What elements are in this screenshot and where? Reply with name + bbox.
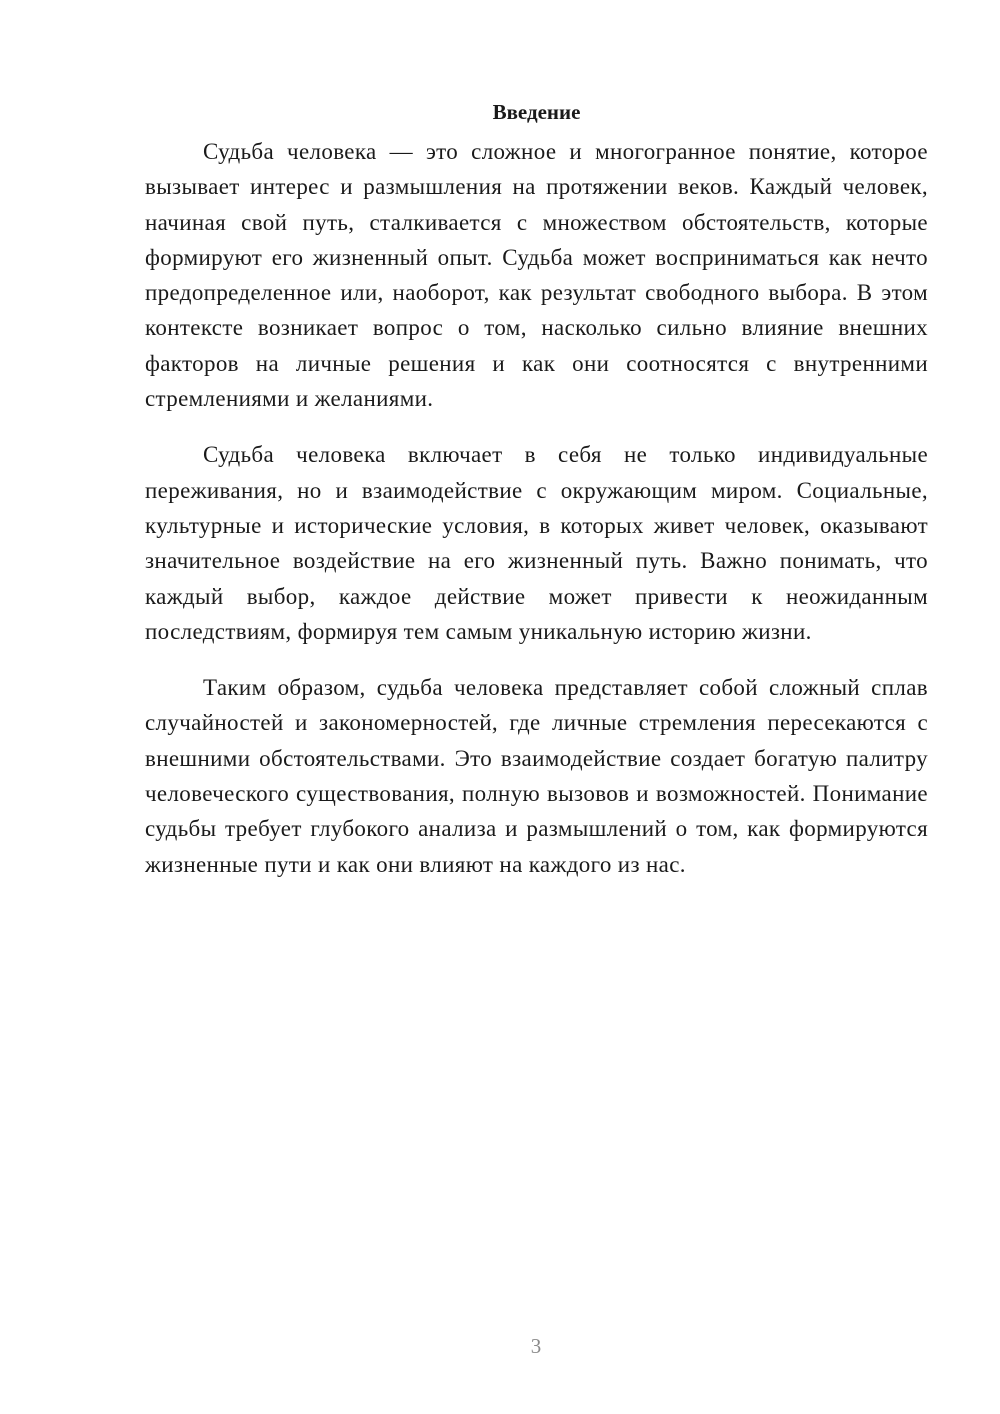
paragraph-3: Таким образом, судьба человека представляет собой сложный сплав случайностей и закономерностей, где личные стремления пересекаются с внешними обстоятельствами. Это взаимодействие создает богатую палитру человеческого существования, полную вызовов и возможностей. Понимание судьбы требует глубокого анализа и размышлений о том, как формируются жизненные пути и как они влияют на каждого из нас. xyxy=(145,675,928,877)
paragraph-2: Судьба человека включает в себя не только индивидуальные переживания, но и взаимодействие с окружающим миром. Социальные, культурные и исторические условия, в которых живет человек, оказывают значительное воздействие на его жизненный путь. Важно понимать, что каждый выбор, каждое действие может привести к неожиданным последствиям, формируя тем самым уникальную историю жизни. xyxy=(145,442,928,644)
paragraph-1: Судьба человека — это сложное и многогранное понятие, которое вызывает интерес и размышления на протяжении веков. Каждый человек, начиная свой путь, сталкивается с множеством обстоятельств, которые формируют его жизненный опыт. Судьба может восприниматься как нечто предопределенное или, наоборот, как результат свободного выбора. В этом контексте возникает вопрос о том, насколько сильно влияние внешних факторов на личные решения и как они соотносятся с внутренними стремлениями и желаниями. xyxy=(145,139,928,412)
section-heading: Введение xyxy=(492,100,581,124)
page-content xyxy=(145,98,928,903)
page-number: 3 xyxy=(530,1334,542,1358)
